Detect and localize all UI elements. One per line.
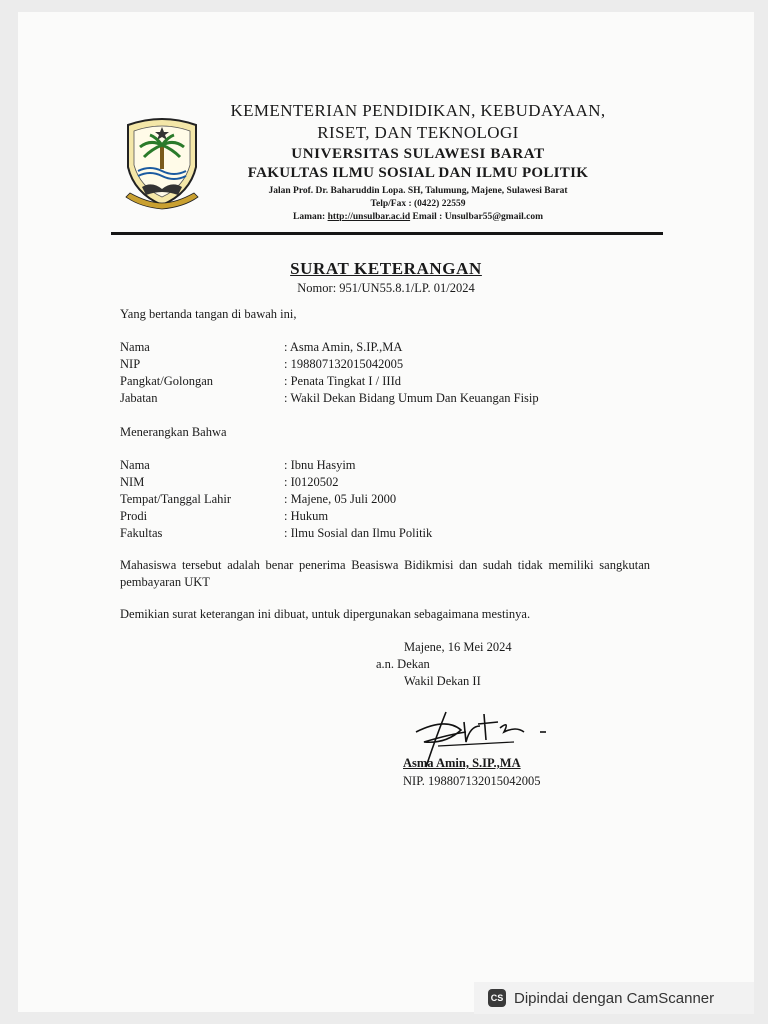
on-behalf-of: a.n. Dekan — [376, 657, 430, 671]
student-row-nim — [120, 474, 680, 491]
field-label: NIP — [120, 357, 141, 371]
letter-number: Nomor: 951/UN55.8.1/LP. 01/2024 — [297, 281, 475, 295]
letterhead-divider — [111, 232, 663, 235]
field-value: : Hukum — [284, 509, 329, 523]
email-address: Unsulbar55@gmail.com — [444, 212, 543, 222]
letter-title-block — [18, 258, 754, 296]
watermark-text: Dipindai dengan CamScanner — [514, 989, 715, 1007]
phone-line: Telp/Fax : (0422) 22559 — [370, 199, 466, 209]
field-label: Fakultas — [120, 526, 163, 540]
web-link[interactable]: http://unsulbar.ac.id — [327, 212, 411, 222]
camscanner-watermark — [474, 982, 754, 1014]
signatory-row-rank — [120, 373, 680, 390]
signer-position: Wakil Dekan II — [404, 674, 481, 688]
university-name: UNIVERSITAS SULAWESI BARAT — [291, 146, 545, 162]
field-label: Pangkat/Golongan — [120, 374, 214, 388]
web-label: Laman: — [292, 212, 326, 222]
signatory-row-name — [120, 339, 680, 356]
faculty-name: FAKULTAS ILMU SOSIAL DAN ILMU POLITIK — [247, 165, 589, 181]
place-date: Majene, 16 Mei 2024 — [404, 640, 512, 654]
field-label: Jabatan — [120, 391, 158, 405]
ministry-line-2: RISET, DAN TEKNOLOGI — [317, 123, 519, 142]
field-value: : Majene, 05 Juli 2000 — [284, 492, 397, 506]
university-logo — [120, 115, 204, 211]
address-line: Jalan Prof. Dr. Baharuddin Lopa. SH, Talumung, Majene, Sulawesi Barat — [268, 186, 568, 196]
closing-paragraph: Demikian surat keterangan ini dibuat, untuk dipergunakan sebagaimana mestinya. — [120, 607, 531, 621]
signatory-row-nip — [120, 356, 680, 373]
field-value: : 198807132015042005 — [284, 357, 404, 371]
signer-name: Asma Amin, S.IP.,MA — [403, 756, 521, 770]
student-row-name — [120, 457, 680, 474]
field-label: NIM — [120, 475, 145, 489]
signer-nip: NIP. 198807132015042005 — [403, 774, 541, 788]
intro-text: Yang bertanda tangan di bawah ini, — [120, 307, 297, 321]
camscanner-icon: CS — [488, 989, 506, 1007]
field-value: : Penata Tingkat I / IIId — [284, 374, 402, 388]
field-value: : I0120502 — [284, 475, 339, 489]
statement-paragraph: Mahasiswa tersebut adalah benar penerima Beasiswa Bidikmisi dan sudah tidak memiliki sangkutan pembayaran UKT — [120, 558, 650, 589]
field-label: Prodi — [120, 509, 148, 523]
signatory-row-position — [120, 390, 680, 407]
letter-title: SURAT KETERANGAN — [290, 259, 482, 278]
field-label: Tempat/Tanggal Lahir — [120, 492, 232, 506]
student-row-program — [120, 508, 680, 525]
declares-text: Menerangkan Bahwa — [120, 425, 227, 439]
student-row-faculty — [120, 525, 680, 542]
letterhead — [208, 100, 628, 224]
field-value: : Asma Amin, S.IP.,MA — [284, 340, 403, 354]
field-value: : Ilmu Sosial dan Ilmu Politik — [284, 526, 433, 540]
letter-page — [18, 12, 754, 1012]
field-value: : Ibnu Hasyim — [284, 458, 356, 472]
contact-line — [208, 211, 628, 224]
ministry-line-1: KEMENTERIAN PENDIDIKAN, KEBUDAYAAN, — [230, 101, 606, 120]
field-value: : Wakil Dekan Bidang Umum Dan Keuangan Fisip — [284, 391, 539, 405]
field-label: Nama — [120, 340, 150, 354]
student-row-birth — [120, 491, 680, 508]
field-label: Nama — [120, 458, 150, 472]
email-label: Email : — [412, 212, 443, 222]
